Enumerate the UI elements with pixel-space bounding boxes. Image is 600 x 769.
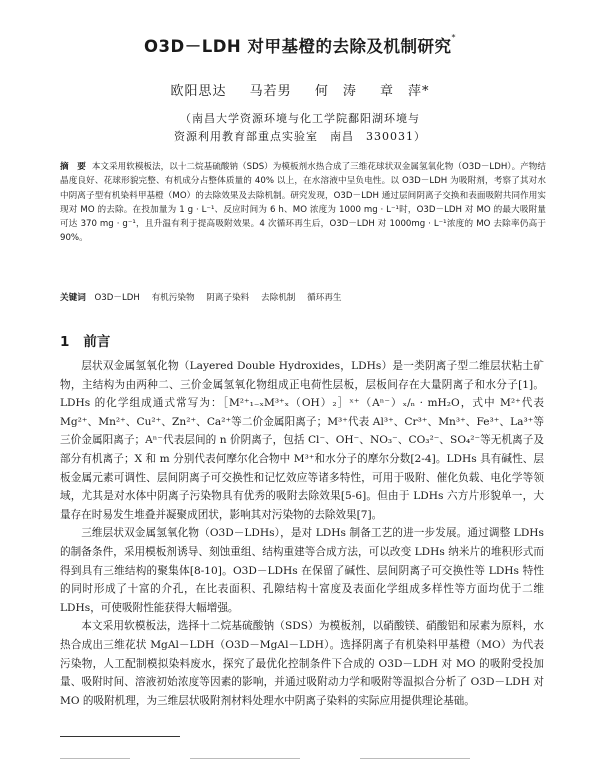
- abstract: [60, 160, 546, 246]
- author-name: 何 涛: [314, 84, 357, 99]
- cut-off-text: [60, 758, 130, 759]
- body-paragraph: 三维层状双金属氢氧化物（O3D－LDHs），是对 LDHs 制备工艺的进一步发展。通过调整 LDHs 的制备条件，采用模板剂诱导、刻蚀重组、结构重建等合成方法，可以改变 LDHs 纳米片的堆积形式而得到具有三维结构的聚集体[8-10]。O3D－LDHs 在保留了碱性、层间阴离子可交换性等 LDHs 特性的同时形成了十富的介孔，在比表面积、孔隙结构十富度及表面化学组成多样性等方面均优于二维 LDHs，可使吸附性能获得大幅增强。: [60, 527, 544, 614]
- keyword: O3D－LDH: [94, 293, 140, 303]
- section-title: 前言: [83, 334, 111, 350]
- body-paragraph: 本文采用软模板法，选择十二烷基硫酸钠（SDS）为模板剂，以硝酸镁、硝酸铝和尿素为原料，水热合成出三维花状 MgAl－LDH（O3D－MgAl－LDH）。选择阴离子有机染料甲基橙（MO）为代表污染物，人工配制模拟染料废水，探究了最优化控制条件下合成的 O3D－LDH 对 MO 的吸附受投加量、吸附时间、溶液初始浓度等因素的影响，并通过吸附动力学和吸附等温拟合分析了 O3D－LDH 对 MO 的吸附机理，为三维层状吸附剂材料处理水中阴离子染料的实际应用提供理论基础。: [60, 620, 544, 707]
- keyword: 循环再生: [307, 293, 342, 303]
- cut-off-text: [360, 758, 470, 759]
- author-list: [0, 80, 600, 99]
- title-footnote-mark: *: [451, 33, 456, 42]
- affiliation-line-2: 资源利用教育部重点实验室 南昌 330031）: [174, 130, 426, 143]
- section-number: 1: [60, 334, 70, 350]
- footnote-divider: [60, 736, 180, 737]
- author-name: 欧阳思达: [170, 84, 227, 99]
- keyword: 有机污染物: [151, 293, 195, 303]
- keywords-label: 关键词: [60, 293, 86, 303]
- body-paragraph: 层状双金属氢氧化物（Layered Double Hydroxides，LDHs）是一类阴离子型二维层状粘土矿物，主结构为由两种二、三价金属氢氧化物组成正电荷性层板，层板间存在大量阴离子和水分子[1]。LDHs 的化学组成通式常写为：［M²⁺₁₋ₓM³⁺ₓ（OH）₂］ˣ⁺（Aⁿ⁻）ₓ/ₙ · mH₂O，式中 M²⁺代表 Mg²⁺、Mn²⁺、Cu²⁺、Zn²⁺、Ca²⁺等二价金属阳离子；M³⁺代表 Al³⁺、Cr³⁺、Mn³⁺、Fe³⁺、La³⁺等三价金属阳离子；Aⁿ⁻代表层间的 n 价阴离子，包括 Cl⁻、OH⁻、NO₃⁻、CO₃²⁻、SO₄²⁻等无机离子及部分有机离子；X 和 m 分别代表何摩尔化合物中 M³⁺和水分子的摩尔分数[2-4]。LDHs 具有碱性、层板金属元素可调性、层间阴离子可交换性和记忆效应等诸多特性，可用于吸附、催化负载、电化学等领域，尤其是对水体中阴离子污染物具有优秀的吸附去除效果[5-6]。但由于 LDHs 六方片形貌单一，大量存在时易发生堆叠并凝聚成团状，影响其对污染物的去除效果[7]。: [60, 360, 544, 521]
- affiliation-line-1: （南昌大学资源环境与化工学院鄱阳湖环境与: [180, 112, 420, 125]
- abstract-label: 摘 要: [60, 162, 86, 172]
- paper-title: [0, 33, 600, 57]
- abstract-text: 本文采用软模板法，以十二烷基硫酸钠（SDS）为模板剂水热合成了三维花球状双金属氢氧化物（O3D－LDH）。产物结晶度良好、花球形貌完整、有机成分占整体质量的 40% 以上，在水溶液中呈负电性。以 O3D－LDH 为吸附剂，考察了其对水中阴离子型有机染料甲基橙（MO）的去除效果及去除机制。研究发现，O3D－LDH 通过层间阴离子交换和表面吸附共同作用实现对 MO 的去除。在投加量为 1 g · L⁻¹、反应时间为 6 h、MO 浓度为 1000 mg · L⁻¹时，O3D－LDH 对 MO 的最大吸附量可达 370 mg · g⁻¹，且升温有利于提高吸附效果。4 次循环再生后，O3D－LDH 对 1000mg · L⁻¹浓度的 MO 去除率仍高于 90%。: [60, 162, 546, 244]
- author-name: 马若男: [249, 84, 292, 99]
- paper-title-text: O3D－LDH 对甲基橙的去除及机制研究: [144, 37, 452, 56]
- keywords: [60, 291, 546, 303]
- cut-off-footnote-line: [60, 752, 544, 769]
- keyword: 去除机制: [261, 293, 296, 303]
- body-text: [60, 357, 544, 710]
- keyword: 阴离子染料: [206, 293, 250, 303]
- section-heading: [60, 330, 110, 350]
- author-name: 章 萍*: [379, 84, 430, 99]
- cut-off-text: [190, 758, 300, 759]
